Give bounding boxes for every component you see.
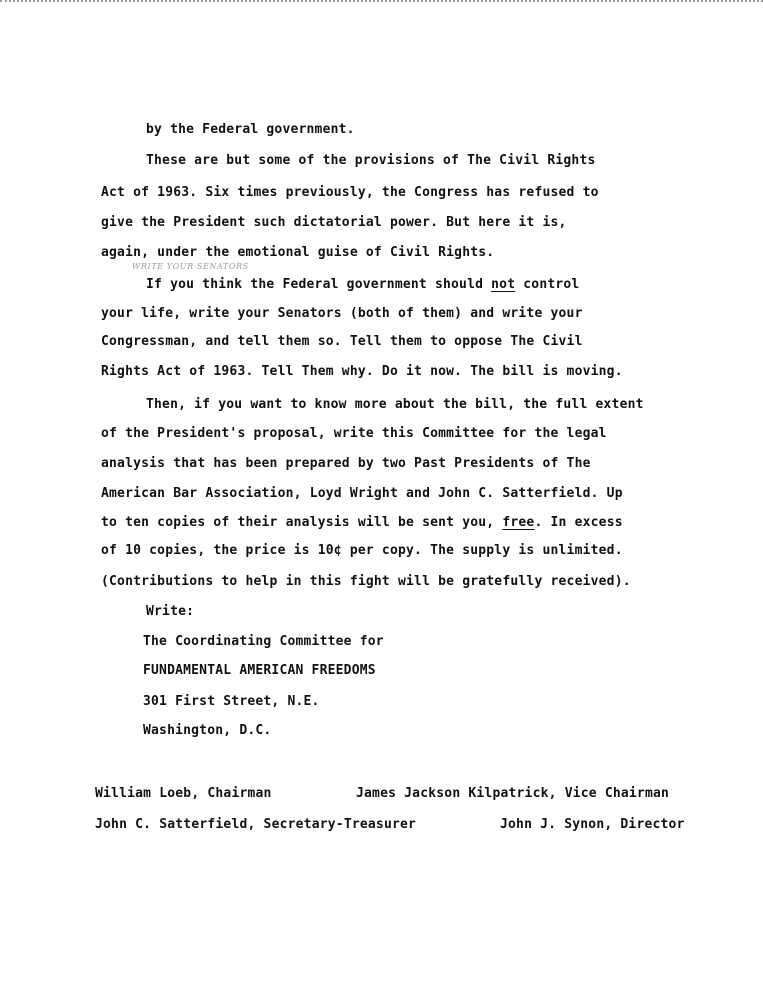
- officer-secretary: John C. Satterfield, Secretary-Treasurer: [95, 817, 417, 832]
- text-line: Congressman, and tell them so. Tell them to oppose The Civil: [101, 334, 583, 349]
- text-segment: to ten copies of their analysis will be sent you,: [101, 515, 503, 530]
- top-dotted-border: [0, 0, 763, 2]
- underlined-word: not: [491, 277, 516, 292]
- handwritten-note: WRITE YOUR SENATORS: [132, 262, 249, 271]
- officer-chairman: William Loeb, Chairman: [95, 786, 272, 801]
- officer-director: John J. Synon, Director: [500, 817, 685, 832]
- underlined-word: free: [502, 515, 535, 530]
- text-line: (Contributions to help in this fight will be gratefully received).: [101, 574, 631, 589]
- text-segment: control: [515, 277, 580, 292]
- text-line: Then, if you want to know more about the bill, the full extent: [146, 397, 644, 412]
- text-line: Rights Act of 1963. Tell Them why. Do it now. The bill is moving.: [101, 364, 623, 379]
- text-line: [146, 277, 579, 292]
- text-line: of the President's proposal, write this Committee for the legal: [101, 426, 607, 441]
- text-line: your life, write your Senators (both of them) and write your: [101, 306, 583, 321]
- write-label: Write:: [146, 604, 195, 619]
- text-line: by the Federal government.: [146, 122, 355, 137]
- text-line: Act of 1963. Six times previously, the Congress has refused to: [101, 185, 599, 200]
- address-line: 301 First Street, N.E.: [143, 694, 320, 709]
- text-line: American Bar Association, Loyd Wright and John C. Satterfield. Up: [101, 486, 623, 501]
- address-line: FUNDAMENTAL AMERICAN FREEDOMS: [143, 663, 376, 678]
- text-line: of 10 copies, the price is 10¢ per copy. The supply is unlimited.: [101, 543, 623, 558]
- text-line: give the President such dictatorial power. But here it is,: [101, 215, 567, 230]
- address-line: The Coordinating Committee for: [143, 634, 384, 649]
- text-line: analysis that has been prepared by two Past Presidents of The: [101, 456, 591, 471]
- text-segment: If you think the Federal government should: [146, 277, 492, 292]
- officer-vice-chairman: James Jackson Kilpatrick, Vice Chairman: [356, 786, 670, 801]
- address-line: Washington, D.C.: [143, 723, 272, 738]
- text-line: again, under the emotional guise of Civil Rights.: [101, 245, 495, 260]
- text-line: These are but some of the provisions of The Civil Rights: [146, 153, 596, 168]
- text-line: [101, 515, 623, 530]
- text-segment: . In excess: [534, 515, 623, 530]
